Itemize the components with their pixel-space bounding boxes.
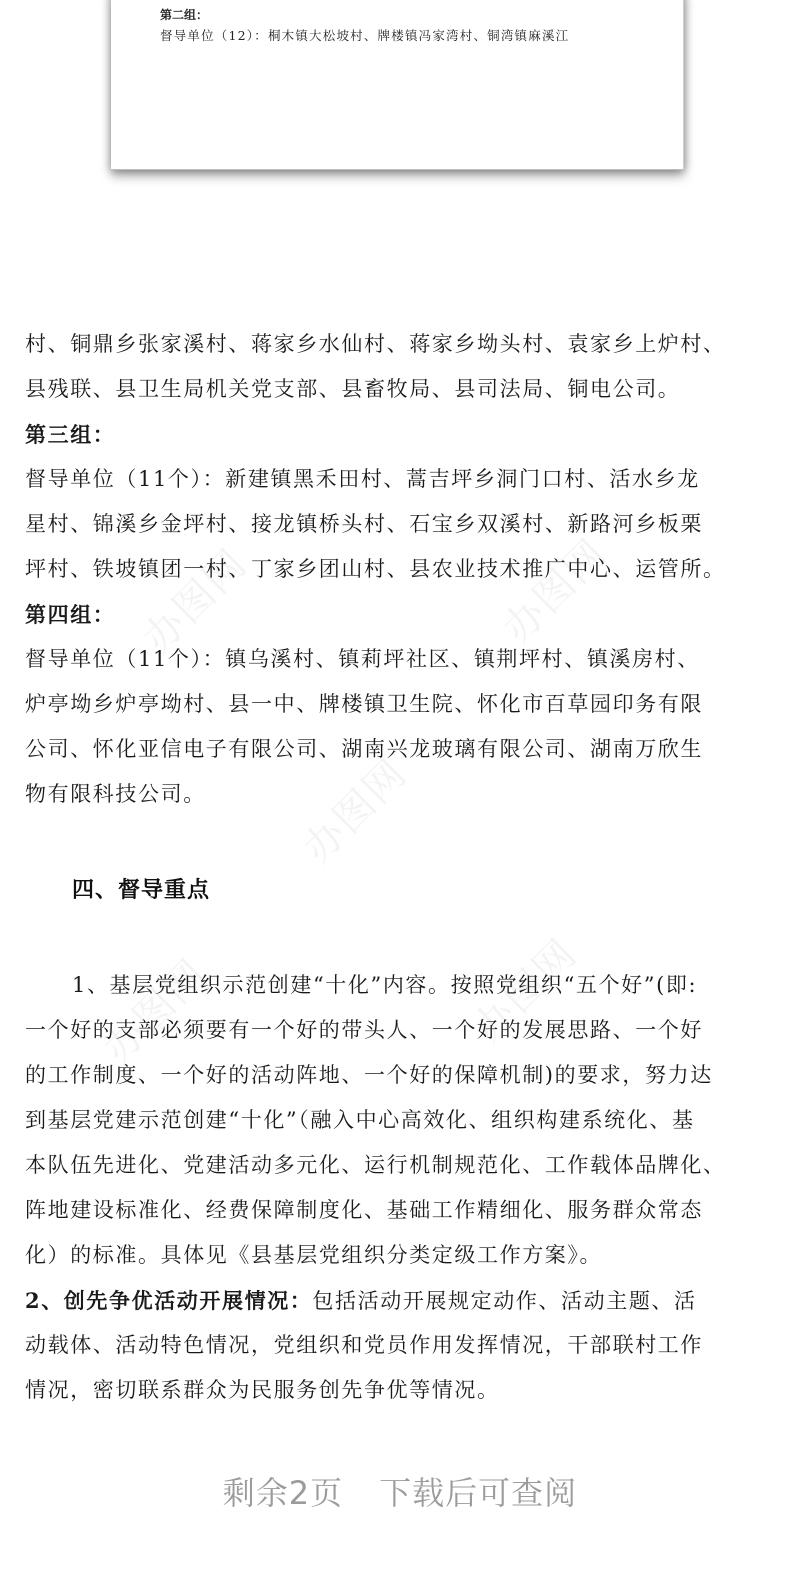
group-2-continuation — [25, 322, 785, 817]
item-2-title: 2、创先争优活动开展情况： — [25, 1288, 313, 1313]
text-line: 督导单位（11个）：新建镇黑禾田村、蒿吉坪乡洞门口村、活水乡龙 — [25, 467, 700, 491]
watermark: 办图网 — [94, 950, 217, 1072]
text-line: 化）的标准。具体见《县基层党组织分类定级工作方案》。 — [25, 1243, 603, 1267]
text-line: 动载体、活动特色情况，党组织和党员作用发挥情况，干部联村工作 — [25, 1333, 703, 1357]
text-line: 村、铜鼎乡张家溪村、蒋家乡水仙村、蒋家乡坳头村、袁家乡上炉村、 — [25, 332, 726, 356]
text-line: 一个好的支部必须要有一个好的带头人、一个好的发展思路、一个好 — [25, 1018, 703, 1042]
text-line: 炉亭坳乡炉亭坳村、县一中、牌楼镇卫生院、怀化市百草园印务有限 — [25, 692, 703, 716]
text-line: 督导单位（11个）：镇乌溪村、镇莉坪社区、镇荆坪村、镇溪房村、 — [25, 647, 700, 671]
group-3-label: 第三组： — [25, 422, 116, 447]
download-prompt[interactable] — [0, 1468, 800, 1514]
group-2-label: 第二组： — [160, 8, 209, 22]
text-line: 物有限科技公司。 — [25, 782, 206, 806]
section-4-item-1 — [25, 963, 785, 1413]
text-line: 公司、怀化亚信电子有限公司、湖南兴龙玻璃有限公司、湖南万欣生 — [25, 737, 703, 761]
text-line: 到基层党建示范创建“十化”（融入中心高效化、组织构建系统化、基 — [25, 1108, 695, 1132]
text-line: 包括活动开展规定动作、活动主题、活 — [312, 1289, 697, 1313]
text-line: 本队伍先进化、党建活动多元化、运行机制规范化、工作载体品牌化、 — [25, 1153, 726, 1177]
text-line: 星村、锦溪乡金坪村、接龙镇桥头村、石宝乡双溪村、新路河乡板栗 — [25, 512, 703, 536]
remaining-pages-text: 剩余2页 — [222, 1474, 344, 1512]
text-line: 坪村、铁坡镇团一村、丁家乡团山村、县农业技术推广中心、运管所。 — [25, 557, 726, 581]
watermark: 办图网 — [134, 540, 257, 662]
section-4-item-2-first-line — [25, 1278, 785, 1323]
text-line: 1、基层党组织示范创建“十化”内容。按照党组织“五个好”(即: — [72, 973, 698, 997]
download-to-view-text: 下载后可查阅 — [379, 1474, 578, 1512]
document-page-preview — [111, 0, 684, 170]
watermark: 办图网 — [294, 750, 417, 872]
section-4-heading: 四、督导重点 — [72, 878, 211, 903]
text-line: 的工作制度、一个好的活动阵地、一个好的保障机制)的要求，努力达 — [25, 1063, 713, 1087]
watermark: 办图网 — [464, 930, 587, 1052]
text-line: 县残联、县卫生局机关党支部、县畜牧局、县司法局、铜电公司。 — [25, 377, 681, 401]
text-line: 情况，密切联系群众为民服务创先争优等情况。 — [25, 1378, 500, 1402]
text-line: 阵地建设标准化、经费保障制度化、基础工作精细化、服务群众常态 — [25, 1198, 703, 1222]
watermark: 办图网 — [494, 530, 617, 652]
group-2-units: 督导单位（12）：桐木镇大松坡村、牌楼镇冯家湾村、铜湾镇麻溪江 — [160, 28, 570, 43]
group-4-label: 第四组： — [25, 602, 116, 627]
